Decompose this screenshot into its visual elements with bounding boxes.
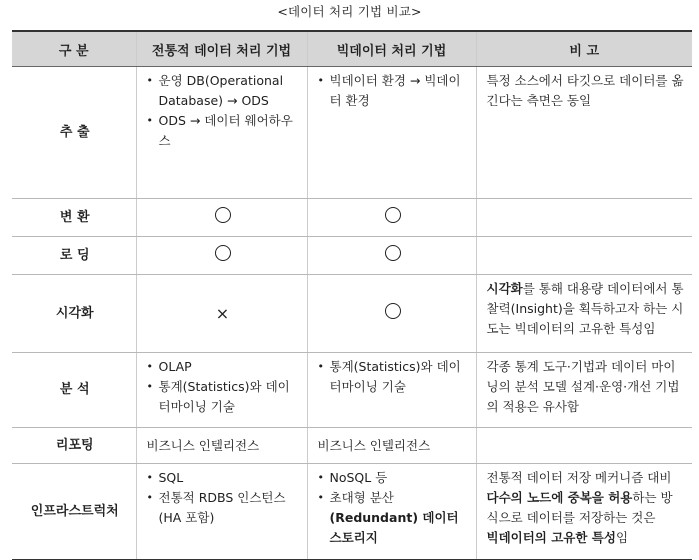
- circle-mark-icon: [215, 245, 231, 261]
- list-item: • 통계(Statistics)와 데이터마이닝 기술: [147, 377, 299, 417]
- cell-reporting-traditional: 비즈니스 인텔리전스: [136, 428, 307, 464]
- cell-analysis-traditional: [136, 353, 307, 428]
- note-text: 임: [615, 530, 629, 545]
- table-row-infra: [12, 464, 692, 560]
- cell-loading-note: [476, 237, 692, 275]
- row-label-infra: 인프라스트럭처: [12, 464, 136, 560]
- list-item: • ODS → 데이터 웨어하우스: [147, 111, 299, 151]
- list-item-text: 초대형 분산: [329, 490, 394, 505]
- circle-mark-icon: [385, 303, 401, 319]
- list-item: • OLAP: [147, 357, 299, 377]
- cell-extract-bigdata: [307, 67, 476, 199]
- circle-mark-icon: [385, 207, 401, 223]
- note-text: 하는 방식으로 데이터를 저장하는 것은: [486, 490, 673, 525]
- circle-mark-icon: [215, 207, 231, 223]
- cell-visualization-note: [476, 275, 692, 353]
- cross-mark-icon: ×: [215, 303, 230, 323]
- cell-reporting-note: [476, 428, 692, 464]
- note-text: 를 통해 대용량 데이터에서 통찰력(Insight)을 획득하고자 하는 시도는 빅데이터의 고유한 특성임: [486, 281, 684, 336]
- cell-transform-traditional: [136, 199, 307, 237]
- row-label-loading: 로 딩: [12, 237, 136, 275]
- row-label-analysis: 분 석: [12, 353, 136, 428]
- cell-loading-traditional: [136, 237, 307, 275]
- list-item: • 통계(Statistics)와 데이터마이닝 기술: [318, 357, 468, 397]
- cell-transform-note: [476, 199, 692, 237]
- list-item: • SQL: [147, 468, 299, 488]
- header-note: 비 고: [476, 31, 692, 67]
- header-category: 구 분: [12, 31, 136, 67]
- cell-analysis-note: 각종 통계 도구·기법과 데이터 마이닝의 분석 모델 설계·운영·개선 기법의 적용은 유사함: [476, 353, 692, 428]
- cell-extract-traditional: [136, 67, 307, 199]
- note-emphasis: 시각화: [486, 281, 523, 296]
- list-item: • 운영 DB(Operational Database) → ODS: [147, 71, 299, 111]
- cell-analysis-bigdata: [307, 353, 476, 428]
- table-row-loading: [12, 237, 692, 275]
- table-row-extract: [12, 67, 692, 199]
- cell-transform-bigdata: [307, 199, 476, 237]
- cell-infra-note: [476, 464, 692, 560]
- row-label-extract: 추 출: [12, 67, 136, 199]
- note-emphasis: 빅데이터의 고유한 특성: [486, 530, 616, 545]
- list-item: • NoSQL 등: [318, 468, 468, 488]
- cell-visualization-traditional: [136, 275, 307, 353]
- table-header-row: [12, 31, 692, 67]
- row-label-transform: 변 환: [12, 199, 136, 237]
- list-item: [318, 488, 468, 548]
- list-item: • 전통적 RDBS 인스턴스 (HA 포함): [147, 488, 299, 528]
- table-row-transform: [12, 199, 692, 237]
- header-traditional: 전통적 데이터 처리 기법: [136, 31, 307, 67]
- cell-reporting-bigdata: 비즈니스 인텔리전스: [307, 428, 476, 464]
- cell-infra-bigdata: [307, 464, 476, 560]
- cell-infra-traditional: [136, 464, 307, 560]
- list-item: • 빅데이터 환경 → 빅데이터 환경: [318, 71, 468, 111]
- table-caption: <데이터 처리 기법 비교>: [277, 4, 422, 19]
- row-label-visualization: 시각화: [12, 275, 136, 353]
- comparison-table: [12, 30, 692, 560]
- cell-extract-note: 특정 소스에서 타깃으로 데이터를 옮긴다는 측면은 동일: [476, 67, 692, 199]
- table-row-reporting: [12, 428, 692, 464]
- cell-loading-bigdata: [307, 237, 476, 275]
- cell-visualization-bigdata: [307, 275, 476, 353]
- header-bigdata: 빅데이터 처리 기법: [307, 31, 476, 67]
- table-row-analysis: [12, 353, 692, 428]
- row-label-reporting: 리포팅: [12, 428, 136, 464]
- note-emphasis: 다수의 노드에 중복을 허용: [486, 490, 633, 505]
- circle-mark-icon: [385, 245, 401, 261]
- list-item-emphasis: (Redundant) 데이터 스토리지: [329, 510, 459, 545]
- note-text: 전통적 데이터 저장 메커니즘 대비: [486, 470, 672, 485]
- table-row-visualization: [12, 275, 692, 353]
